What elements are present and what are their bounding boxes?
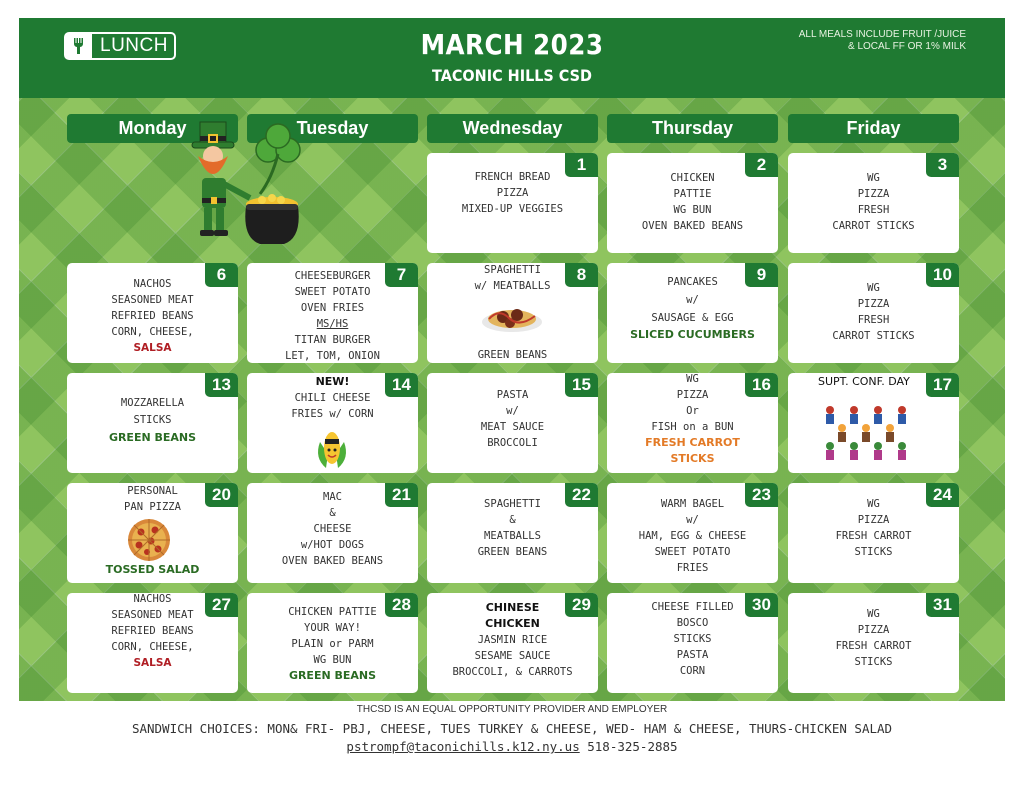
menu-line: CHICKEN xyxy=(670,172,715,184)
menu-line: CARROT STICKS xyxy=(832,330,915,342)
day-cell-3 xyxy=(788,153,959,253)
menu-line: PIZZA xyxy=(857,624,890,636)
menu-line: PAN PIZZA xyxy=(124,501,181,513)
menu-line: MEATBALLS xyxy=(484,530,541,542)
menu-line: CHICKEN PATTIE xyxy=(288,606,377,618)
menu-line: OVEN BAKED BEANS xyxy=(281,555,384,567)
day-cell-22 xyxy=(427,483,598,583)
menu-line: PIZZA xyxy=(857,188,890,200)
day-cell-14 xyxy=(247,373,418,473)
crowd-people-image xyxy=(822,402,912,468)
menu-line: w/HOT DOGS xyxy=(300,539,365,551)
menu-line: CHEESE FILLED xyxy=(651,601,734,613)
day-cell-24 xyxy=(788,483,959,583)
menu-line: CARROT STICKS xyxy=(832,220,915,232)
menu-accent: GREEN BEANS xyxy=(108,431,197,444)
date-number: 16 xyxy=(745,373,778,397)
lunch-label: LUNCH xyxy=(100,35,168,56)
meals-note-line2: & LOCAL FF OR 1% MILK xyxy=(848,41,966,52)
spaghetti-meatballs-image xyxy=(479,302,545,340)
page-subtitle: TACONIC HILLS CSD xyxy=(432,66,592,85)
date-number: 29 xyxy=(565,593,598,617)
day-cell-30 xyxy=(607,593,778,693)
menu-line: PANCAKES xyxy=(667,276,718,288)
menu-line: CORN, CHEESE, xyxy=(111,326,194,338)
menu-line: SEASONED MEAT xyxy=(111,609,194,621)
date-number: 14 xyxy=(385,373,418,397)
meals-note xyxy=(760,29,966,53)
date-number: 22 xyxy=(565,483,598,507)
day-cell-9 xyxy=(607,263,778,363)
day-cell-23 xyxy=(607,483,778,583)
date-number: 30 xyxy=(745,593,778,617)
menu-line: YOUR WAY! xyxy=(304,622,361,634)
date-number: 3 xyxy=(926,153,959,177)
menu-line: STICKS xyxy=(854,656,893,668)
date-number: 17 xyxy=(926,373,959,397)
menu-line: GREEN BEANS xyxy=(477,349,548,361)
menu-line: STICKS xyxy=(133,414,172,426)
menu-line: WARM BAGEL xyxy=(660,498,725,510)
date-number: 28 xyxy=(385,593,418,617)
menu-line: STICKS xyxy=(854,546,893,558)
date-number: 13 xyxy=(205,373,238,397)
menu-line: SESAME SAUCE xyxy=(474,650,551,662)
date-number: 31 xyxy=(926,593,959,617)
new-badge: NEW! xyxy=(315,375,350,388)
menu-line: & xyxy=(509,514,516,526)
menu-line-underlined: MS/HS xyxy=(316,318,349,330)
menu-line: HAM, EGG & CHEESE xyxy=(638,530,747,542)
menu-line: PIZZA xyxy=(676,389,709,401)
menu-accent: STICKS xyxy=(670,452,715,465)
menu-line: CORN xyxy=(679,665,706,677)
meals-note-line1: ALL MEALS INCLUDE FRUIT /JUICE xyxy=(798,29,966,40)
date-number: 27 xyxy=(205,593,238,617)
contact-phone: 518-325-2885 xyxy=(587,739,678,754)
day-cell-20 xyxy=(67,483,238,583)
day-header-thursday: Thursday xyxy=(607,114,778,143)
menu-line: CHEESEBURGER xyxy=(294,270,371,282)
day-cell-16 xyxy=(607,373,778,473)
menu-line: WG xyxy=(867,608,880,620)
menu-line: w/ MEATBALLS xyxy=(474,280,551,292)
menu-line: WG xyxy=(867,172,880,184)
sandwich-choices: SANDWICH CHOICES: MON& FRI- PBJ, CHEESE, TUES TURKEY & CHEESE, WED- HAM & CHEESE, THURS-CHICKEN SALAD xyxy=(131,721,893,736)
menu-line: NACHOS xyxy=(133,278,172,290)
page-title: MARCH 2023 xyxy=(420,28,604,61)
menu-line: WG xyxy=(867,282,880,294)
menu-accent: SALSA xyxy=(133,657,172,669)
shamrock-icon xyxy=(256,124,300,194)
day-cell-28 xyxy=(247,593,418,693)
menu-line: MOZZARELLA xyxy=(120,397,185,409)
menu-line: WG xyxy=(867,498,880,510)
menu-line: WG BUN xyxy=(313,654,352,666)
menu-line: BROCCOLI, & CARROTS xyxy=(452,666,573,678)
date-number: 20 xyxy=(205,483,238,507)
day-cell-1 xyxy=(427,153,598,253)
menu-line: BOSCO xyxy=(676,617,709,629)
menu-line: REFRIED BEANS xyxy=(111,625,194,637)
menu-line: OVEN FRIES xyxy=(300,302,365,314)
menu-line: REFRIED BEANS xyxy=(111,310,194,322)
date-number: 8 xyxy=(565,263,598,287)
no-school-label: SUPT. CONF. DAY xyxy=(818,375,910,388)
leprechaun-illustration xyxy=(180,120,310,260)
menu-line: MEAT SAUCE xyxy=(480,421,545,433)
menu-line: w/ xyxy=(506,405,519,417)
menu-line: WG BUN xyxy=(673,204,712,216)
menu-line: FRESH xyxy=(857,314,890,326)
menu-line: FRIES xyxy=(676,562,709,574)
pizza-image xyxy=(125,518,173,566)
menu-line: STICKS xyxy=(673,633,712,645)
menu-line: FISH on a BUN xyxy=(651,421,734,433)
date-number: 9 xyxy=(745,263,778,287)
day-cell-17 xyxy=(788,373,959,473)
equal-opportunity-note: THCSD IS AN EQUAL OPPORTUNITY PROVIDER AND EMPLOYER xyxy=(356,704,668,715)
menu-line: PIZZA xyxy=(496,187,529,199)
menu-line: WG xyxy=(686,373,699,385)
date-number: 24 xyxy=(926,483,959,507)
menu-accent: TOSSED SALAD xyxy=(105,563,200,576)
menu-line: SPAGHETTI xyxy=(484,498,541,510)
day-cell-27 xyxy=(67,593,238,693)
menu-line: SWEET POTATO xyxy=(294,286,371,298)
pot-of-gold-icon xyxy=(245,194,298,244)
menu-line: BROCCOLI xyxy=(487,437,538,449)
menu-line: PASTA xyxy=(676,649,709,661)
menu-line: JASMIN RICE xyxy=(477,634,548,646)
day-cell-10 xyxy=(788,263,959,363)
menu-feature: CHICKEN xyxy=(485,617,540,630)
menu-line: FRENCH BREAD xyxy=(474,171,551,183)
menu-accent: SLICED CUCUMBERS xyxy=(630,328,755,341)
day-cell-6 xyxy=(67,263,238,363)
contact-email-link[interactable]: pstrompf@taconichills.k12.ny.us xyxy=(346,739,580,754)
menu-line: Or xyxy=(686,405,699,417)
date-number: 10 xyxy=(926,263,959,287)
day-cell-7 xyxy=(247,263,418,363)
menu-accent: GREEN BEANS xyxy=(288,669,377,682)
day-cell-13 xyxy=(67,373,238,473)
menu-line: SWEET POTATO xyxy=(654,546,731,558)
date-number: 15 xyxy=(565,373,598,397)
day-cell-29 xyxy=(427,593,598,693)
day-cell-2 xyxy=(607,153,778,253)
menu-line: MAC xyxy=(323,491,342,503)
menu-line: PATTIE xyxy=(673,188,712,200)
day-cell-21 xyxy=(247,483,418,583)
day-cell-31 xyxy=(788,593,959,693)
menu-line: NACHOS xyxy=(133,593,172,605)
date-number: 23 xyxy=(745,483,778,507)
date-number: 21 xyxy=(385,483,418,507)
menu-line: MIXED-UP VEGGIES xyxy=(461,203,564,215)
date-number: 2 xyxy=(745,153,778,177)
menu-accent: FRESH CARROT xyxy=(645,436,740,449)
date-number: 6 xyxy=(205,263,238,287)
menu-line: OVEN BAKED BEANS xyxy=(641,220,744,232)
menu-line: & xyxy=(329,507,336,519)
day-cell-8 xyxy=(427,263,598,363)
menu-line: PASTA xyxy=(496,389,529,401)
day-header-wednesday: Wednesday xyxy=(427,114,598,143)
corn-character-image xyxy=(314,428,350,473)
menu-line: SAUSAGE & EGG xyxy=(651,312,734,324)
menu-line: PIZZA xyxy=(857,298,890,310)
day-header-tuesday: Tuesday xyxy=(247,114,418,143)
contact-line xyxy=(0,738,1024,756)
day-cell-15 xyxy=(427,373,598,473)
menu-line: w/ xyxy=(686,294,699,306)
menu-line: TITAN BURGER xyxy=(294,334,371,346)
menu-line: FRIES w/ CORN xyxy=(291,408,374,420)
menu-line: FRESH CARROT xyxy=(835,530,912,542)
menu-accent: SALSA xyxy=(133,342,172,354)
menu-line: PLAIN or PARM xyxy=(291,638,374,650)
menu-line: GREEN BEANS xyxy=(477,546,548,558)
date-number: 1 xyxy=(565,153,598,177)
menu-line: PIZZA xyxy=(857,514,890,526)
menu-line: SPAGHETTI xyxy=(484,264,541,276)
menu-line: CHEESE xyxy=(313,523,352,535)
menu-line: FRESH xyxy=(857,204,890,216)
day-header-monday: Monday xyxy=(67,114,238,143)
menu-line: LET, TOM, ONION xyxy=(285,350,380,362)
menu-line: SEASONED MEAT xyxy=(111,294,194,306)
date-number: 7 xyxy=(385,263,418,287)
menu-line: FRESH CARROT xyxy=(835,640,912,652)
menu-line: CHILI CHEESE xyxy=(294,392,371,404)
menu-line: CORN, CHEESE, xyxy=(111,641,194,653)
menu-feature: CHINESE xyxy=(485,601,540,614)
day-header-friday: Friday xyxy=(788,114,959,143)
menu-line: PERSONAL xyxy=(127,485,178,497)
menu-line: w/ xyxy=(686,514,699,526)
